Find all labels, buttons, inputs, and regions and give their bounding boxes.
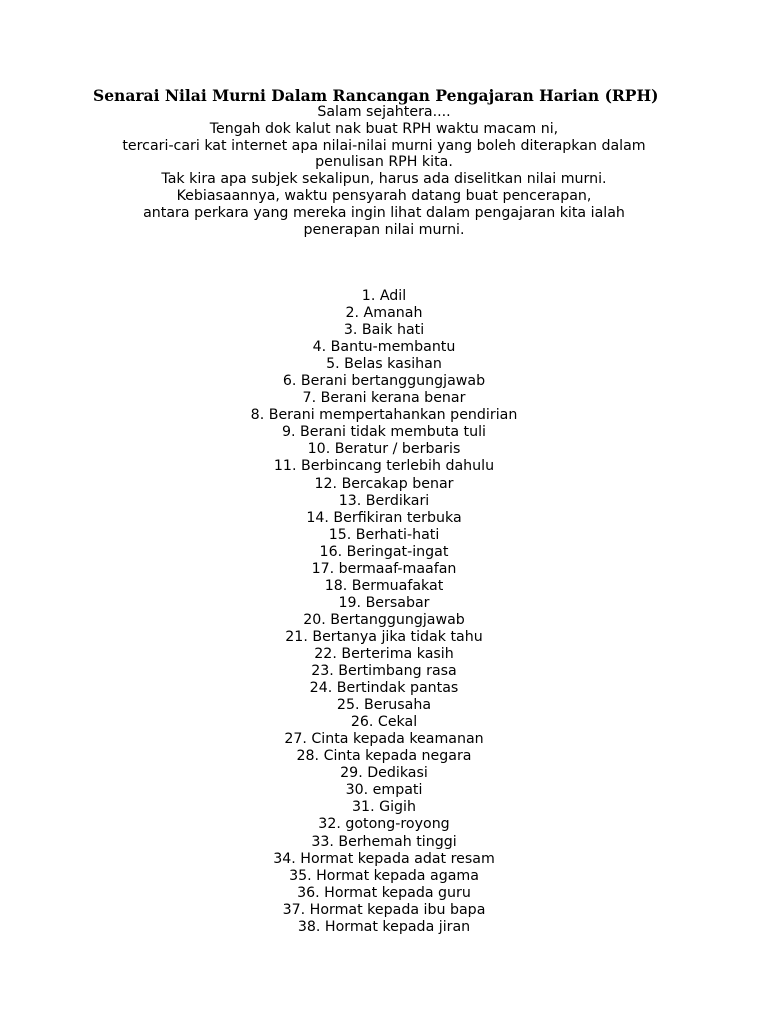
list-item: 12. Bercakap benar <box>314 475 454 492</box>
list-item: 23. Bertimbang rasa <box>311 663 457 680</box>
list-item: 37. Hormat kepada ibu bapa <box>282 901 486 918</box>
list-item: 4. Bantu-membantu <box>312 339 456 356</box>
list-item: 16. Beringat-ingat <box>319 543 449 560</box>
values-list <box>0 288 768 936</box>
intro-line: Kebiasaannya, waktu pensyarah datang buat pencerapan, <box>176 187 592 204</box>
list-item: 2. Amanah <box>345 305 423 322</box>
list-item: 17. bermaaf-maafan <box>311 560 457 577</box>
list-item: 32. gotong-royong <box>318 816 450 833</box>
list-item: 14. Berfikiran terbuka <box>306 509 462 526</box>
list-item: 18. Bermuafakat <box>324 577 444 594</box>
intro-paragraph <box>0 104 768 238</box>
list-item: 5. Belas kasihan <box>326 356 442 373</box>
list-item: 20. Bertanggungjawab <box>303 611 465 628</box>
list-item: 29. Dedikasi <box>340 765 428 782</box>
list-item: 3. Baik hati <box>343 322 425 339</box>
intro-line: Salam sejahtera.... <box>317 104 451 120</box>
list-item: 28. Cinta kepada negara <box>296 748 472 765</box>
list-item: 13. Berdikari <box>338 492 430 509</box>
list-item: 9. Berani tidak membuta tuli <box>282 424 486 441</box>
intro-line: antara perkara yang mereka ingin lihat dalam pengajaran kita ialah <box>143 204 625 221</box>
intro-line: Tengah dok kalut nak buat RPH waktu macam ni, <box>209 120 559 137</box>
intro-line: penerapan nilai murni. <box>303 221 465 238</box>
intro-line: penulisan RPH kita. <box>315 154 453 171</box>
list-item: 31. Gigih <box>352 799 416 816</box>
list-item: 7. Berani kerana benar <box>302 390 466 407</box>
list-item: 6. Berani bertanggungjawab <box>282 373 486 390</box>
list-item: 1. Adil <box>361 288 407 304</box>
list-item: 33. Berhemah tinggi <box>311 833 457 850</box>
intro-line: Tak kira apa subjek sekalipun, harus ada diselitkan nilai murni. <box>161 171 607 188</box>
list-item: 22. Berterima kasih <box>314 645 454 662</box>
list-item: 38. Hormat kepada jiran <box>297 918 471 935</box>
list-item: 24. Bertindak pantas <box>309 680 459 697</box>
list-item: 34. Hormat kepada adat resam <box>273 850 495 867</box>
list-item: 25. Berusaha <box>336 697 432 714</box>
list-item: 8. Berani mempertahankan pendirian <box>250 407 518 424</box>
document-title: Senarai Nilai Murni Dalam Rancangan Pengajaran Harian (RPH) <box>93 86 659 105</box>
list-item: 21. Bertanya jika tidak tahu <box>285 628 483 645</box>
list-item: 10. Beratur / berbaris <box>307 441 461 458</box>
list-item: 15. Berhati-hati <box>328 526 440 543</box>
list-item: 26. Cekal <box>350 714 418 731</box>
intro-line: tercari-cari kat internet apa nilai-nilai murni yang boleh diterapkan dalam <box>122 137 646 154</box>
list-item: 11. Berbincang terlebih dahulu <box>273 458 495 475</box>
list-item: 36. Hormat kepada guru <box>297 884 471 901</box>
list-item: 30. empati <box>345 782 423 799</box>
list-item: 19. Bersabar <box>338 594 430 611</box>
list-item: 35. Hormat kepada agama <box>289 867 479 884</box>
list-item: 27. Cinta kepada keamanan <box>284 731 484 748</box>
